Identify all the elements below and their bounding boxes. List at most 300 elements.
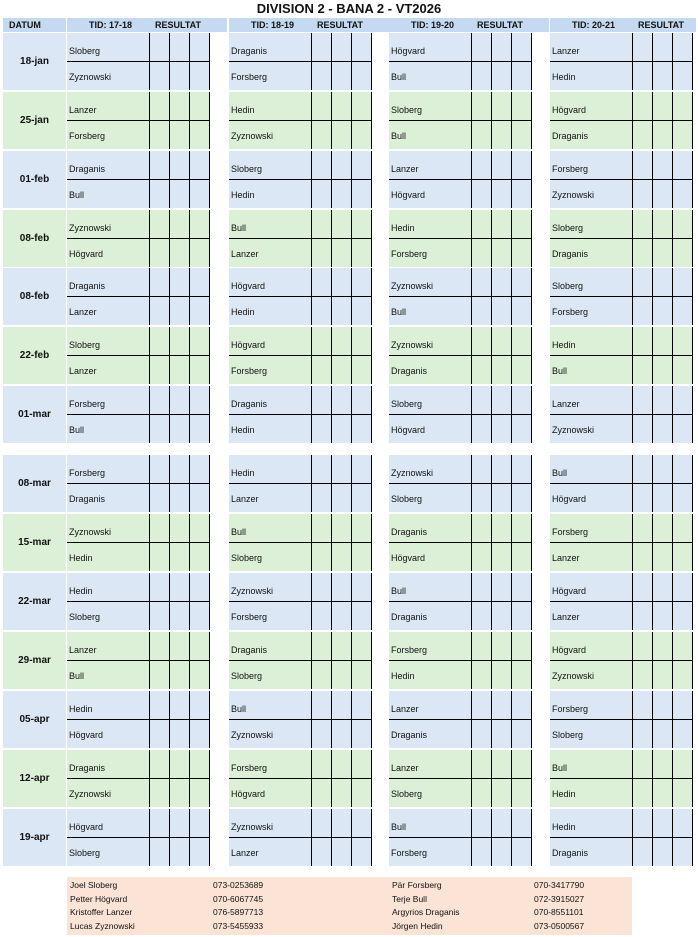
result-cell[interactable]: [511, 750, 531, 778]
result-cell[interactable]: [471, 484, 491, 512]
result-cell[interactable]: [331, 573, 351, 601]
result-cell[interactable]: [632, 151, 652, 179]
result-cell[interactable]: [169, 356, 189, 384]
result-cell[interactable]: [652, 415, 672, 443]
result-cell[interactable]: [511, 514, 531, 542]
result-cell[interactable]: [672, 356, 692, 384]
result-cell[interactable]: [169, 720, 189, 748]
result-cell[interactable]: [169, 750, 189, 778]
result-cell[interactable]: [351, 543, 371, 571]
result-cell[interactable]: [511, 632, 531, 660]
result-cell[interactable]: [149, 210, 169, 238]
result-cell[interactable]: [511, 33, 531, 61]
result-cell[interactable]: [471, 239, 491, 267]
result-cell[interactable]: [672, 33, 692, 61]
result-cell[interactable]: [672, 750, 692, 778]
result-cell[interactable]: [351, 455, 371, 483]
result-cell[interactable]: [351, 573, 371, 601]
result-cell[interactable]: [149, 514, 169, 542]
result-cell[interactable]: [491, 327, 511, 355]
result-cell[interactable]: [331, 297, 351, 325]
result-cell[interactable]: [672, 779, 692, 807]
result-cell[interactable]: [189, 691, 209, 719]
result-cell[interactable]: [491, 573, 511, 601]
result-cell[interactable]: [351, 720, 371, 748]
result-cell[interactable]: [351, 484, 371, 512]
result-cell[interactable]: [632, 92, 652, 120]
result-cell[interactable]: [351, 809, 371, 837]
result-cell[interactable]: [331, 92, 351, 120]
result-cell[interactable]: [511, 415, 531, 443]
result-cell[interactable]: [311, 297, 331, 325]
result-cell[interactable]: [632, 239, 652, 267]
result-cell[interactable]: [652, 543, 672, 571]
result-cell[interactable]: [652, 484, 672, 512]
result-cell[interactable]: [149, 239, 169, 267]
result-cell[interactable]: [311, 121, 331, 149]
result-cell[interactable]: [632, 121, 652, 149]
result-cell[interactable]: [471, 691, 491, 719]
result-cell[interactable]: [149, 573, 169, 601]
result-cell[interactable]: [471, 750, 491, 778]
result-cell[interactable]: [149, 268, 169, 296]
result-cell[interactable]: [672, 415, 692, 443]
result-cell[interactable]: [672, 484, 692, 512]
result-cell[interactable]: [672, 455, 692, 483]
result-cell[interactable]: [149, 151, 169, 179]
result-cell[interactable]: [311, 484, 331, 512]
result-cell[interactable]: [331, 62, 351, 90]
result-cell[interactable]: [331, 632, 351, 660]
result-cell[interactable]: [149, 415, 169, 443]
result-cell[interactable]: [632, 514, 652, 542]
result-cell[interactable]: [331, 455, 351, 483]
result-cell[interactable]: [189, 268, 209, 296]
result-cell[interactable]: [169, 602, 189, 630]
result-cell[interactable]: [471, 415, 491, 443]
result-cell[interactable]: [331, 121, 351, 149]
result-cell[interactable]: [169, 573, 189, 601]
result-cell[interactable]: [169, 62, 189, 90]
result-cell[interactable]: [331, 779, 351, 807]
result-cell[interactable]: [331, 415, 351, 443]
result-cell[interactable]: [169, 121, 189, 149]
result-cell[interactable]: [632, 415, 652, 443]
result-cell[interactable]: [632, 62, 652, 90]
result-cell[interactable]: [189, 33, 209, 61]
result-cell[interactable]: [149, 33, 169, 61]
result-cell[interactable]: [672, 151, 692, 179]
result-cell[interactable]: [672, 268, 692, 296]
result-cell[interactable]: [491, 750, 511, 778]
result-cell[interactable]: [471, 210, 491, 238]
result-cell[interactable]: [471, 543, 491, 571]
result-cell[interactable]: [331, 602, 351, 630]
result-cell[interactable]: [491, 386, 511, 414]
result-cell[interactable]: [511, 210, 531, 238]
result-cell[interactable]: [169, 151, 189, 179]
result-cell[interactable]: [491, 632, 511, 660]
result-cell[interactable]: [511, 455, 531, 483]
result-cell[interactable]: [311, 327, 331, 355]
result-cell[interactable]: [471, 356, 491, 384]
result-cell[interactable]: [311, 62, 331, 90]
result-cell[interactable]: [652, 602, 672, 630]
result-cell[interactable]: [149, 297, 169, 325]
result-cell[interactable]: [311, 573, 331, 601]
result-cell[interactable]: [672, 210, 692, 238]
result-cell[interactable]: [351, 297, 371, 325]
result-cell[interactable]: [471, 632, 491, 660]
result-cell[interactable]: [491, 33, 511, 61]
result-cell[interactable]: [672, 602, 692, 630]
result-cell[interactable]: [652, 632, 672, 660]
result-cell[interactable]: [632, 356, 652, 384]
result-cell[interactable]: [351, 62, 371, 90]
result-cell[interactable]: [652, 297, 672, 325]
result-cell[interactable]: [632, 720, 652, 748]
result-cell[interactable]: [189, 151, 209, 179]
result-cell[interactable]: [491, 779, 511, 807]
result-cell[interactable]: [331, 268, 351, 296]
result-cell[interactable]: [632, 661, 652, 689]
result-cell[interactable]: [632, 573, 652, 601]
result-cell[interactable]: [632, 543, 652, 571]
result-cell[interactable]: [311, 514, 331, 542]
result-cell[interactable]: [189, 661, 209, 689]
result-cell[interactable]: [149, 484, 169, 512]
result-cell[interactable]: [511, 720, 531, 748]
result-cell[interactable]: [351, 386, 371, 414]
result-cell[interactable]: [331, 484, 351, 512]
result-cell[interactable]: [189, 720, 209, 748]
result-cell[interactable]: [169, 838, 189, 866]
result-cell[interactable]: [169, 239, 189, 267]
result-cell[interactable]: [652, 809, 672, 837]
result-cell[interactable]: [149, 691, 169, 719]
result-cell[interactable]: [189, 750, 209, 778]
result-cell[interactable]: [632, 455, 652, 483]
result-cell[interactable]: [471, 297, 491, 325]
result-cell[interactable]: [169, 210, 189, 238]
result-cell[interactable]: [491, 180, 511, 208]
result-cell[interactable]: [169, 327, 189, 355]
result-cell[interactable]: [652, 750, 672, 778]
result-cell[interactable]: [672, 62, 692, 90]
result-cell[interactable]: [652, 779, 672, 807]
result-cell[interactable]: [632, 602, 652, 630]
result-cell[interactable]: [331, 809, 351, 837]
result-cell[interactable]: [471, 779, 491, 807]
result-cell[interactable]: [652, 121, 672, 149]
result-cell[interactable]: [189, 573, 209, 601]
result-cell[interactable]: [471, 121, 491, 149]
result-cell[interactable]: [632, 268, 652, 296]
result-cell[interactable]: [491, 809, 511, 837]
result-cell[interactable]: [351, 661, 371, 689]
result-cell[interactable]: [672, 838, 692, 866]
result-cell[interactable]: [632, 779, 652, 807]
result-cell[interactable]: [311, 268, 331, 296]
result-cell[interactable]: [511, 386, 531, 414]
result-cell[interactable]: [311, 838, 331, 866]
result-cell[interactable]: [652, 92, 672, 120]
result-cell[interactable]: [331, 356, 351, 384]
result-cell[interactable]: [311, 180, 331, 208]
result-cell[interactable]: [189, 62, 209, 90]
result-cell[interactable]: [652, 239, 672, 267]
result-cell[interactable]: [189, 356, 209, 384]
result-cell[interactable]: [652, 268, 672, 296]
result-cell[interactable]: [652, 327, 672, 355]
result-cell[interactable]: [169, 543, 189, 571]
result-cell[interactable]: [189, 386, 209, 414]
result-cell[interactable]: [471, 455, 491, 483]
result-cell[interactable]: [189, 543, 209, 571]
result-cell[interactable]: [311, 33, 331, 61]
result-cell[interactable]: [511, 573, 531, 601]
result-cell[interactable]: [652, 661, 672, 689]
result-cell[interactable]: [511, 838, 531, 866]
result-cell[interactable]: [169, 297, 189, 325]
result-cell[interactable]: [632, 691, 652, 719]
result-cell[interactable]: [351, 356, 371, 384]
result-cell[interactable]: [189, 838, 209, 866]
result-cell[interactable]: [491, 92, 511, 120]
result-cell[interactable]: [632, 327, 652, 355]
result-cell[interactable]: [331, 514, 351, 542]
result-cell[interactable]: [652, 356, 672, 384]
result-cell[interactable]: [351, 121, 371, 149]
result-cell[interactable]: [189, 809, 209, 837]
result-cell[interactable]: [491, 151, 511, 179]
result-cell[interactable]: [149, 386, 169, 414]
result-cell[interactable]: [149, 809, 169, 837]
result-cell[interactable]: [331, 720, 351, 748]
result-cell[interactable]: [511, 239, 531, 267]
result-cell[interactable]: [311, 356, 331, 384]
result-cell[interactable]: [311, 239, 331, 267]
result-cell[interactable]: [169, 455, 189, 483]
result-cell[interactable]: [471, 720, 491, 748]
result-cell[interactable]: [632, 297, 652, 325]
result-cell[interactable]: [511, 661, 531, 689]
result-cell[interactable]: [491, 720, 511, 748]
result-cell[interactable]: [189, 514, 209, 542]
result-cell[interactable]: [189, 602, 209, 630]
result-cell[interactable]: [189, 239, 209, 267]
result-cell[interactable]: [491, 62, 511, 90]
result-cell[interactable]: [311, 809, 331, 837]
result-cell[interactable]: [351, 180, 371, 208]
result-cell[interactable]: [311, 210, 331, 238]
result-cell[interactable]: [511, 180, 531, 208]
result-cell[interactable]: [149, 327, 169, 355]
result-cell[interactable]: [491, 268, 511, 296]
result-cell[interactable]: [149, 661, 169, 689]
result-cell[interactable]: [511, 779, 531, 807]
result-cell[interactable]: [491, 297, 511, 325]
result-cell[interactable]: [189, 180, 209, 208]
result-cell[interactable]: [672, 661, 692, 689]
result-cell[interactable]: [491, 543, 511, 571]
result-cell[interactable]: [652, 33, 672, 61]
result-cell[interactable]: [652, 514, 672, 542]
result-cell[interactable]: [149, 455, 169, 483]
result-cell[interactable]: [511, 268, 531, 296]
result-cell[interactable]: [311, 455, 331, 483]
result-cell[interactable]: [149, 356, 169, 384]
result-cell[interactable]: [169, 415, 189, 443]
result-cell[interactable]: [511, 809, 531, 837]
result-cell[interactable]: [331, 838, 351, 866]
result-cell[interactable]: [311, 691, 331, 719]
result-cell[interactable]: [491, 455, 511, 483]
result-cell[interactable]: [189, 484, 209, 512]
result-cell[interactable]: [149, 121, 169, 149]
result-cell[interactable]: [652, 720, 672, 748]
result-cell[interactable]: [189, 297, 209, 325]
result-cell[interactable]: [169, 661, 189, 689]
result-cell[interactable]: [471, 386, 491, 414]
result-cell[interactable]: [331, 210, 351, 238]
result-cell[interactable]: [351, 327, 371, 355]
result-cell[interactable]: [471, 809, 491, 837]
result-cell[interactable]: [491, 239, 511, 267]
result-cell[interactable]: [331, 151, 351, 179]
result-cell[interactable]: [351, 838, 371, 866]
result-cell[interactable]: [189, 415, 209, 443]
result-cell[interactable]: [471, 514, 491, 542]
result-cell[interactable]: [491, 484, 511, 512]
result-cell[interactable]: [169, 180, 189, 208]
result-cell[interactable]: [652, 838, 672, 866]
result-cell[interactable]: [351, 602, 371, 630]
result-cell[interactable]: [632, 33, 652, 61]
result-cell[interactable]: [511, 92, 531, 120]
result-cell[interactable]: [351, 268, 371, 296]
result-cell[interactable]: [632, 484, 652, 512]
result-cell[interactable]: [149, 838, 169, 866]
result-cell[interactable]: [331, 33, 351, 61]
result-cell[interactable]: [149, 62, 169, 90]
result-cell[interactable]: [511, 62, 531, 90]
result-cell[interactable]: [652, 573, 672, 601]
result-cell[interactable]: [511, 356, 531, 384]
result-cell[interactable]: [311, 415, 331, 443]
result-cell[interactable]: [169, 33, 189, 61]
result-cell[interactable]: [652, 386, 672, 414]
result-cell[interactable]: [652, 180, 672, 208]
result-cell[interactable]: [149, 543, 169, 571]
result-cell[interactable]: [471, 838, 491, 866]
result-cell[interactable]: [311, 779, 331, 807]
result-cell[interactable]: [311, 92, 331, 120]
result-cell[interactable]: [351, 691, 371, 719]
result-cell[interactable]: [652, 62, 672, 90]
result-cell[interactable]: [169, 514, 189, 542]
result-cell[interactable]: [672, 121, 692, 149]
result-cell[interactable]: [491, 356, 511, 384]
result-cell[interactable]: [672, 573, 692, 601]
result-cell[interactable]: [491, 661, 511, 689]
result-cell[interactable]: [471, 661, 491, 689]
result-cell[interactable]: [511, 297, 531, 325]
result-cell[interactable]: [351, 239, 371, 267]
result-cell[interactable]: [491, 415, 511, 443]
result-cell[interactable]: [149, 750, 169, 778]
result-cell[interactable]: [169, 386, 189, 414]
result-cell[interactable]: [189, 455, 209, 483]
result-cell[interactable]: [511, 151, 531, 179]
result-cell[interactable]: [672, 720, 692, 748]
result-cell[interactable]: [351, 210, 371, 238]
result-cell[interactable]: [169, 268, 189, 296]
result-cell[interactable]: [491, 602, 511, 630]
result-cell[interactable]: [149, 602, 169, 630]
result-cell[interactable]: [491, 121, 511, 149]
result-cell[interactable]: [471, 33, 491, 61]
result-cell[interactable]: [632, 180, 652, 208]
result-cell[interactable]: [351, 92, 371, 120]
result-cell[interactable]: [311, 602, 331, 630]
result-cell[interactable]: [189, 121, 209, 149]
result-cell[interactable]: [511, 121, 531, 149]
result-cell[interactable]: [491, 838, 511, 866]
result-cell[interactable]: [652, 691, 672, 719]
result-cell[interactable]: [351, 415, 371, 443]
result-cell[interactable]: [672, 543, 692, 571]
result-cell[interactable]: [169, 779, 189, 807]
result-cell[interactable]: [311, 632, 331, 660]
result-cell[interactable]: [672, 691, 692, 719]
result-cell[interactable]: [189, 210, 209, 238]
result-cell[interactable]: [351, 33, 371, 61]
result-cell[interactable]: [311, 750, 331, 778]
result-cell[interactable]: [672, 327, 692, 355]
result-cell[interactable]: [149, 779, 169, 807]
result-cell[interactable]: [331, 750, 351, 778]
result-cell[interactable]: [331, 180, 351, 208]
result-cell[interactable]: [331, 661, 351, 689]
result-cell[interactable]: [672, 632, 692, 660]
result-cell[interactable]: [491, 691, 511, 719]
result-cell[interactable]: [471, 180, 491, 208]
result-cell[interactable]: [311, 151, 331, 179]
result-cell[interactable]: [511, 484, 531, 512]
result-cell[interactable]: [632, 838, 652, 866]
result-cell[interactable]: [311, 720, 331, 748]
result-cell[interactable]: [471, 602, 491, 630]
result-cell[interactable]: [189, 779, 209, 807]
result-cell[interactable]: [471, 151, 491, 179]
result-cell[interactable]: [471, 327, 491, 355]
result-cell[interactable]: [471, 268, 491, 296]
result-cell[interactable]: [672, 297, 692, 325]
result-cell[interactable]: [189, 327, 209, 355]
result-cell[interactable]: [491, 210, 511, 238]
result-cell[interactable]: [169, 484, 189, 512]
result-cell[interactable]: [311, 661, 331, 689]
result-cell[interactable]: [672, 180, 692, 208]
result-cell[interactable]: [351, 750, 371, 778]
result-cell[interactable]: [632, 750, 652, 778]
result-cell[interactable]: [672, 239, 692, 267]
result-cell[interactable]: [311, 543, 331, 571]
result-cell[interactable]: [652, 210, 672, 238]
result-cell[interactable]: [189, 92, 209, 120]
result-cell[interactable]: [471, 573, 491, 601]
